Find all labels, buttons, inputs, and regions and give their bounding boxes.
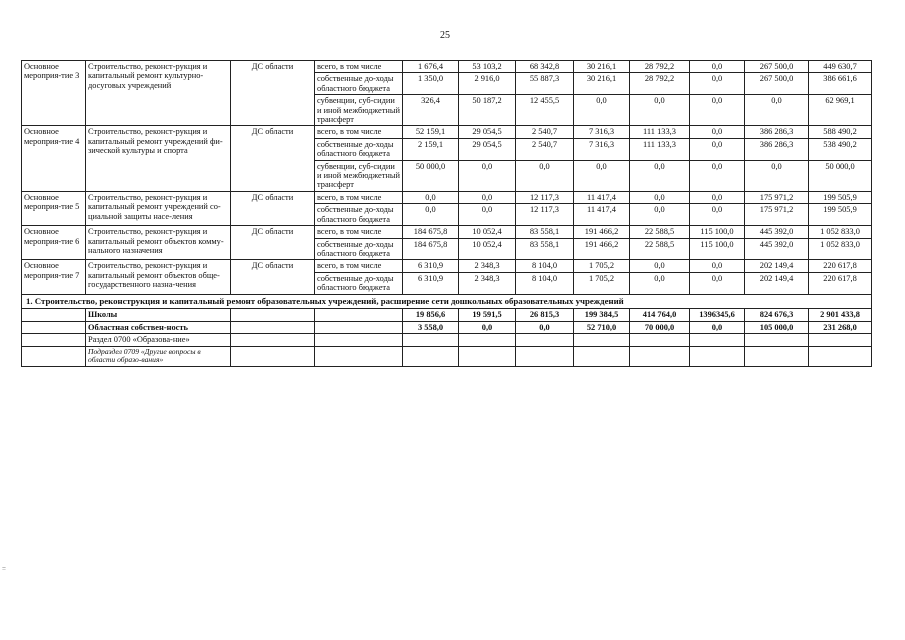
value-cell: 19 591,5: [459, 309, 516, 321]
funding-source-label: собственные до-ходы областного бюджета: [315, 272, 403, 294]
value-cell: 0,0: [745, 160, 809, 191]
value-cell: 0,0: [690, 160, 745, 191]
empty-cell: [22, 309, 86, 321]
value-cell: 0,0: [630, 95, 690, 126]
funding-source-label: всего, в том числе: [315, 126, 403, 138]
value-cell: 0,0: [690, 138, 745, 160]
funding-source-label: всего, в том числе: [315, 61, 403, 73]
value-cell: [745, 346, 809, 366]
funding-source-label: всего, в том числе: [315, 226, 403, 238]
value-cell: 0,0: [630, 260, 690, 272]
measure-cell: Основное мероприя-тие 4: [22, 126, 86, 191]
value-cell: 1 052 833,0: [809, 226, 872, 238]
value-cell: 52 710,0: [574, 321, 630, 333]
empty-cell: [22, 321, 86, 333]
table-row: [22, 126, 872, 138]
value-cell: 2 159,1: [403, 138, 459, 160]
value-cell: [809, 346, 872, 366]
value-cell: 199 384,5: [574, 309, 630, 321]
value-cell: [690, 334, 745, 346]
value-cell: 2 348,3: [459, 260, 516, 272]
value-cell: 30 216,1: [574, 61, 630, 73]
value-cell: [459, 334, 516, 346]
value-cell: 83 558,1: [516, 238, 574, 260]
value-cell: 7 316,3: [574, 138, 630, 160]
value-cell: 1396345,6: [690, 309, 745, 321]
value-cell: 0,0: [690, 204, 745, 226]
funding-source-label: всего, в том числе: [315, 260, 403, 272]
funding-source-label: собственные до-ходы областного бюджета: [315, 138, 403, 160]
value-cell: 2 348,3: [459, 272, 516, 294]
value-cell: 115 100,0: [690, 238, 745, 260]
value-cell: 8 104,0: [516, 260, 574, 272]
category-label: Раздел 0700 «Образова-ние»: [86, 334, 231, 346]
empty-cell: [231, 321, 315, 333]
value-cell: 538 490,2: [809, 138, 872, 160]
value-cell: 3 558,0: [403, 321, 459, 333]
budget-table: [21, 60, 872, 367]
table-row: [22, 346, 872, 366]
value-cell: 414 764,0: [630, 309, 690, 321]
empty-cell: [231, 309, 315, 321]
value-cell: 29 054,5: [459, 126, 516, 138]
value-cell: 445 392,0: [745, 238, 809, 260]
table-row: [22, 61, 872, 73]
value-cell: 12 117,3: [516, 191, 574, 203]
category-label: Областная собствен-ность: [86, 321, 231, 333]
value-cell: 50 000,0: [809, 160, 872, 191]
value-cell: 28 792,2: [630, 73, 690, 95]
value-cell: 0,0: [690, 61, 745, 73]
value-cell: [516, 334, 574, 346]
value-cell: 19 856,6: [403, 309, 459, 321]
empty-cell: [231, 334, 315, 346]
measure-name-cell: Строительство, реконст-рукция и капитальный ремонт объектов обще-государственного назна-чения: [86, 260, 231, 294]
value-cell: 231 268,0: [809, 321, 872, 333]
funding-source-label: собственные до-ходы областного бюджета: [315, 73, 403, 95]
value-cell: 199 505,9: [809, 204, 872, 226]
measure-name-cell: Строительство, реконст-рукция и капитальный ремонт культурно-досуговых учреждений: [86, 61, 231, 126]
funding-source-label: субвенции, суб-сидии и иной межбюджетный трансферт: [315, 160, 403, 191]
measure-cell: Основное мероприя-тие 5: [22, 191, 86, 225]
page-number: 25: [440, 30, 450, 41]
value-cell: 267 500,0: [745, 61, 809, 73]
value-cell: 70 000,0: [630, 321, 690, 333]
value-cell: 184 675,8: [403, 226, 459, 238]
value-cell: 11 417,4: [574, 204, 630, 226]
value-cell: 2 540,7: [516, 126, 574, 138]
margin-mark: =: [2, 565, 6, 573]
value-cell: 50 000,0: [403, 160, 459, 191]
value-cell: [574, 334, 630, 346]
empty-cell: [231, 346, 315, 366]
value-cell: 10 052,4: [459, 226, 516, 238]
executor-cell: ДС области: [231, 61, 315, 126]
value-cell: 1 705,2: [574, 272, 630, 294]
value-cell: 267 500,0: [745, 73, 809, 95]
value-cell: 10 052,4: [459, 238, 516, 260]
value-cell: 8 104,0: [516, 272, 574, 294]
value-cell: 386 661,6: [809, 73, 872, 95]
category-label: Школы: [86, 309, 231, 321]
table-row: [22, 334, 872, 346]
value-cell: 22 588,5: [630, 238, 690, 260]
empty-cell: [315, 334, 403, 346]
table-row: [22, 321, 872, 333]
empty-cell: [22, 334, 86, 346]
value-cell: [630, 334, 690, 346]
value-cell: 0,0: [690, 73, 745, 95]
value-cell: 52 159,1: [403, 126, 459, 138]
value-cell: 184 675,8: [403, 238, 459, 260]
funding-source-label: всего, в том числе: [315, 191, 403, 203]
value-cell: 1 676,4: [403, 61, 459, 73]
value-cell: 191 466,2: [574, 226, 630, 238]
executor-cell: ДС области: [231, 226, 315, 260]
empty-cell: [315, 321, 403, 333]
value-cell: 0,0: [690, 260, 745, 272]
value-cell: 0,0: [574, 95, 630, 126]
value-cell: 111 133,3: [630, 126, 690, 138]
measure-cell: Основное мероприя-тие 3: [22, 61, 86, 126]
value-cell: 202 149,4: [745, 272, 809, 294]
value-cell: 83 558,1: [516, 226, 574, 238]
value-cell: 0,0: [459, 191, 516, 203]
value-cell: 191 466,2: [574, 238, 630, 260]
value-cell: 6 310,9: [403, 272, 459, 294]
value-cell: 326,4: [403, 95, 459, 126]
measure-name-cell: Строительство, реконст-рукция и капитальный ремонт учреждений со-циальной защиты насе-ления: [86, 191, 231, 225]
section-header-row: [22, 294, 872, 309]
value-cell: 175 971,2: [745, 191, 809, 203]
value-cell: 202 149,4: [745, 260, 809, 272]
value-cell: 2 901 433,8: [809, 309, 872, 321]
value-cell: 0,0: [745, 95, 809, 126]
value-cell: 0,0: [630, 160, 690, 191]
value-cell: 0,0: [516, 160, 574, 191]
value-cell: 0,0: [403, 191, 459, 203]
value-cell: 0,0: [459, 321, 516, 333]
value-cell: 0,0: [690, 321, 745, 333]
value-cell: [809, 334, 872, 346]
value-cell: 28 792,2: [630, 61, 690, 73]
executor-cell: ДС области: [231, 126, 315, 191]
value-cell: 0,0: [459, 160, 516, 191]
value-cell: 1 350,0: [403, 73, 459, 95]
value-cell: 386 286,3: [745, 126, 809, 138]
value-cell: 0,0: [690, 272, 745, 294]
value-cell: 824 676,3: [745, 309, 809, 321]
value-cell: 220 617,8: [809, 260, 872, 272]
value-cell: 111 133,3: [630, 138, 690, 160]
value-cell: 105 000,0: [745, 321, 809, 333]
value-cell: 449 630,7: [809, 61, 872, 73]
value-cell: 115 100,0: [690, 226, 745, 238]
value-cell: 0,0: [630, 272, 690, 294]
value-cell: 588 490,2: [809, 126, 872, 138]
value-cell: 0,0: [630, 191, 690, 203]
value-cell: 6 310,9: [403, 260, 459, 272]
value-cell: 386 286,3: [745, 138, 809, 160]
value-cell: 220 617,8: [809, 272, 872, 294]
empty-cell: [315, 309, 403, 321]
value-cell: 199 505,9: [809, 191, 872, 203]
value-cell: [516, 346, 574, 366]
value-cell: 0,0: [574, 160, 630, 191]
category-label: Подраздел 0709 «Другие вопросы в области образо-вания»: [86, 346, 231, 366]
value-cell: 0,0: [690, 95, 745, 126]
value-cell: 0,0: [690, 191, 745, 203]
measure-cell: Основное мероприя-тие 7: [22, 260, 86, 294]
table-row: [22, 309, 872, 321]
value-cell: 11 417,4: [574, 191, 630, 203]
executor-cell: ДС области: [231, 260, 315, 294]
empty-cell: [315, 346, 403, 366]
value-cell: 0,0: [403, 204, 459, 226]
funding-source-label: собственные до-ходы областного бюджета: [315, 238, 403, 260]
value-cell: 12 455,5: [516, 95, 574, 126]
measure-name-cell: Строительство, реконст-рукция и капитальный ремонт объектов комму-нального назначения: [86, 226, 231, 260]
value-cell: [459, 346, 516, 366]
value-cell: 175 971,2: [745, 204, 809, 226]
table-row: [22, 226, 872, 238]
value-cell: 29 054,5: [459, 138, 516, 160]
value-cell: [403, 346, 459, 366]
value-cell: [690, 346, 745, 366]
value-cell: 0,0: [630, 204, 690, 226]
table-row: [22, 260, 872, 272]
value-cell: 1 052 833,0: [809, 238, 872, 260]
table-body: [22, 61, 872, 367]
empty-cell: [22, 346, 86, 366]
value-cell: 68 342,8: [516, 61, 574, 73]
value-cell: 1 705,2: [574, 260, 630, 272]
value-cell: 445 392,0: [745, 226, 809, 238]
value-cell: 55 887,3: [516, 73, 574, 95]
value-cell: 26 815,3: [516, 309, 574, 321]
value-cell: 53 103,2: [459, 61, 516, 73]
funding-source-label: собственные до-ходы областного бюджета: [315, 204, 403, 226]
value-cell: [630, 346, 690, 366]
value-cell: 0,0: [459, 204, 516, 226]
value-cell: 22 588,5: [630, 226, 690, 238]
value-cell: 2 540,7: [516, 138, 574, 160]
value-cell: 2 916,0: [459, 73, 516, 95]
executor-cell: ДС области: [231, 191, 315, 225]
value-cell: [403, 334, 459, 346]
value-cell: 0,0: [690, 126, 745, 138]
section-title: 1. Строительство, реконструкция и капитальный ремонт образовательных учреждений, расширение сети дошкольных образовательных учреждений: [22, 294, 872, 309]
value-cell: 62 969,1: [809, 95, 872, 126]
value-cell: [745, 334, 809, 346]
value-cell: 12 117,3: [516, 204, 574, 226]
value-cell: [574, 346, 630, 366]
measure-name-cell: Строительство, реконст-рукция и капитальный ремонт учреждений фи-зической культуры и спорта: [86, 126, 231, 191]
value-cell: 50 187,2: [459, 95, 516, 126]
value-cell: 0,0: [516, 321, 574, 333]
value-cell: 30 216,1: [574, 73, 630, 95]
funding-source-label: субвенции, суб-сидии и иной межбюджетный трансферт: [315, 95, 403, 126]
table-row: [22, 191, 872, 203]
value-cell: 7 316,3: [574, 126, 630, 138]
measure-cell: Основное мероприя-тие 6: [22, 226, 86, 260]
